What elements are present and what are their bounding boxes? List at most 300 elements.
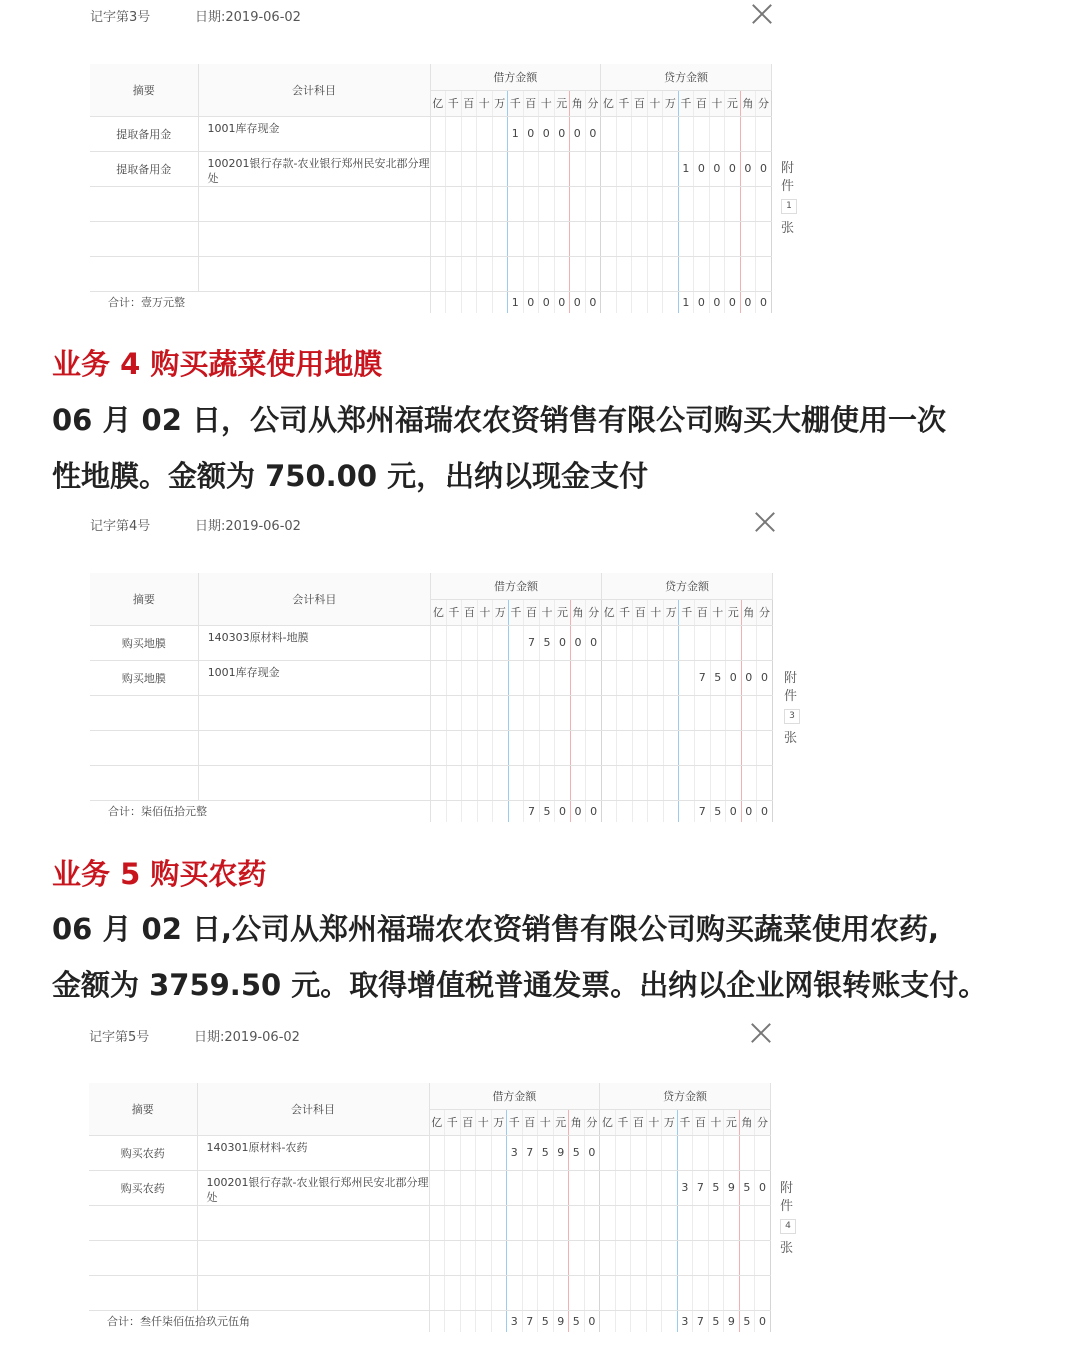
total-credit-digit	[648, 800, 664, 822]
credit-digit	[740, 256, 756, 291]
credit-digit	[646, 1240, 662, 1275]
attachment-count-box[interactable]: 3	[784, 709, 800, 724]
credit-digit	[695, 730, 711, 765]
debit-digit	[462, 730, 478, 765]
debit-digit	[493, 730, 509, 765]
attach-label: 张	[784, 731, 798, 746]
debit-digit	[476, 1240, 492, 1275]
debit-digit	[492, 116, 508, 151]
credit-digit	[601, 765, 617, 800]
debit-digit: 0	[570, 116, 586, 151]
debit-digit	[570, 151, 586, 186]
unit-label: 万	[663, 599, 679, 625]
entry-summary: 购买地膜	[90, 660, 198, 695]
total-debit-digit	[477, 291, 493, 313]
debit-digit	[446, 695, 462, 730]
unit-label: 百	[631, 1109, 647, 1135]
credit-digit	[741, 765, 757, 800]
voucher-date: 日期:2019-06-02	[195, 519, 301, 534]
credit-digit	[617, 730, 633, 765]
credit-digit: 0	[741, 660, 757, 695]
credit-digit	[679, 765, 695, 800]
debit-digit	[508, 625, 524, 660]
credit-digit	[726, 730, 742, 765]
table-row[interactable]	[90, 221, 771, 256]
debit-digit	[446, 256, 462, 291]
entry-account-text	[208, 187, 430, 191]
credit-digit	[615, 1170, 631, 1205]
attachment-count-box[interactable]: 1	[781, 199, 797, 214]
debit-digit	[507, 1240, 523, 1275]
total-debit-digit: 5	[569, 1310, 585, 1332]
credit-digit	[755, 1205, 771, 1240]
debit-digit	[570, 695, 586, 730]
debit-digit	[569, 1205, 585, 1240]
entry-summary	[89, 1205, 197, 1240]
column-header-credit: 贷方金额	[600, 1083, 771, 1109]
entry-account	[197, 1170, 429, 1205]
total-debit-digit: 5	[539, 800, 555, 822]
credit-digit	[616, 256, 632, 291]
unit-label: 百	[460, 1109, 476, 1135]
voucher-date: 日期:2019-06-02	[194, 1030, 300, 1045]
credit-digit	[679, 730, 695, 765]
unit-label: 十	[539, 599, 555, 625]
total-debit-digit: 1	[508, 291, 524, 313]
unit-label: 百	[462, 599, 478, 625]
credit-digit	[709, 256, 725, 291]
table-row[interactable]	[89, 1275, 770, 1310]
total-debit-digit: 7	[524, 800, 540, 822]
total-debit-digit	[477, 800, 493, 822]
credit-digit	[679, 660, 695, 695]
debit-digit	[570, 256, 586, 291]
credit-digit	[678, 186, 694, 221]
description-line: 金额为 3759.50 元。取得增值税普通发票。出纳以企业网银转账支付。	[52, 968, 988, 1002]
debit-digit	[539, 221, 555, 256]
debit-digit	[477, 116, 493, 151]
description-line: 06 月 02 日，公司从郑州福瑞农农资销售有限公司购买大棚使用一次	[52, 403, 947, 437]
credit-digit	[601, 151, 617, 186]
debit-digit	[429, 1205, 445, 1240]
total-credit-digit	[646, 1310, 662, 1332]
credit-digit	[695, 765, 711, 800]
total-debit-digit: 7	[522, 1310, 538, 1332]
total-prefix: 合计：	[108, 296, 141, 310]
debit-digit	[460, 1170, 476, 1205]
total-prefix: 合计：	[107, 1315, 140, 1329]
column-header-account: 会计科目	[197, 1083, 429, 1135]
close-icon[interactable]	[751, 3, 773, 25]
credit-digit	[725, 256, 741, 291]
table-row[interactable]	[89, 1205, 770, 1240]
credit-digit	[632, 765, 648, 800]
table-row[interactable]	[90, 660, 773, 695]
debit-digit	[477, 765, 493, 800]
unit-label: 百	[632, 599, 648, 625]
total-credit-digit: 7	[693, 1310, 709, 1332]
attach-label: 件	[780, 1199, 794, 1214]
debit-digit: 0	[586, 625, 602, 660]
debit-digit	[508, 695, 524, 730]
table-row[interactable]	[90, 151, 771, 186]
entry-account-text	[208, 766, 430, 770]
entry-account	[198, 730, 430, 765]
total-debit-digit: 0	[523, 291, 539, 313]
credit-digit	[708, 1275, 724, 1310]
credit-digit	[725, 116, 741, 151]
unit-label: 角	[740, 90, 756, 116]
entry-account	[197, 1205, 429, 1240]
total-amount-text: 柒佰伍拾元整	[141, 805, 207, 819]
debit-digit	[460, 1205, 476, 1240]
debit-digit: 0	[539, 116, 555, 151]
debit-digit	[429, 1275, 445, 1310]
credit-digit	[600, 1275, 616, 1310]
total-debit-digit: 0	[570, 800, 586, 822]
debit-digit	[524, 730, 540, 765]
credit-digit	[726, 695, 742, 730]
debit-digit	[446, 765, 462, 800]
table-row[interactable]	[89, 1170, 770, 1205]
credit-digit: 3	[677, 1170, 693, 1205]
unit-label: 十	[709, 90, 725, 116]
debit-digit	[508, 221, 524, 256]
credit-digit	[694, 256, 710, 291]
debit-digit	[524, 660, 540, 695]
unit-label: 百	[632, 90, 648, 116]
unit-label: 百	[695, 599, 711, 625]
credit-digit	[663, 151, 679, 186]
business-5-title: 业务 5 购买农药	[52, 857, 267, 891]
credit-digit	[677, 1275, 693, 1310]
credit-digit	[724, 1275, 740, 1310]
entry-account-text	[208, 257, 430, 261]
credit-digit	[601, 625, 617, 660]
debit-digit	[477, 660, 493, 695]
credit-digit	[647, 256, 663, 291]
credit-digit	[663, 695, 679, 730]
debit-digit	[430, 186, 446, 221]
unit-label: 百	[522, 1109, 538, 1135]
entry-account-text	[208, 696, 430, 700]
debit-digit	[493, 625, 509, 660]
entry-account-text: 1001库存现金	[207, 121, 280, 135]
credit-digit	[663, 186, 679, 221]
credit-digit	[677, 1135, 693, 1170]
column-header-summary: 摘要	[90, 64, 198, 116]
credit-digit	[648, 730, 664, 765]
total-credit-digit	[679, 800, 695, 822]
unit-label: 十	[708, 1109, 724, 1135]
table-row[interactable]	[89, 1135, 770, 1170]
total-debit-digit: 5	[538, 1310, 554, 1332]
debit-digit	[555, 730, 571, 765]
credit-digit	[663, 221, 679, 256]
unit-label: 百	[694, 90, 710, 116]
column-header-summary: 摘要	[89, 1083, 197, 1135]
credit-digit	[616, 221, 632, 256]
debit-digit	[430, 256, 446, 291]
unit-label: 万	[493, 599, 509, 625]
unit-label: 分	[586, 599, 602, 625]
debit-digit	[538, 1240, 554, 1275]
credit-digit	[631, 1135, 647, 1170]
entry-account	[198, 151, 430, 186]
unit-label: 分	[584, 1109, 600, 1135]
credit-digit	[646, 1135, 662, 1170]
debit-digit	[539, 660, 555, 695]
credit-digit	[693, 1135, 709, 1170]
credit-digit	[755, 1135, 771, 1170]
credit-digit	[663, 256, 679, 291]
credit-digit	[617, 695, 633, 730]
debit-digit	[431, 660, 447, 695]
credit-digit	[724, 1205, 740, 1240]
unit-label: 千	[446, 599, 462, 625]
close-icon[interactable]	[750, 1022, 772, 1044]
credit-digit	[615, 1205, 631, 1240]
credit-digit	[632, 695, 648, 730]
debit-digit	[584, 1275, 600, 1310]
table-row[interactable]	[90, 765, 773, 800]
credit-digit	[617, 660, 633, 695]
debit-digit	[553, 1240, 569, 1275]
debit-digit	[431, 765, 447, 800]
credit-digit	[662, 1275, 678, 1310]
debit-digit	[460, 1240, 476, 1275]
debit-digit	[492, 186, 508, 221]
debit-digit	[491, 1240, 507, 1275]
unit-label: 千	[446, 90, 462, 116]
entry-summary: 购买地膜	[90, 625, 198, 660]
total-amount-text: 壹万元整	[141, 296, 185, 310]
attach-label: 件	[781, 179, 795, 194]
total-credit-digit: 1	[678, 291, 694, 313]
credit-digit	[724, 1135, 740, 1170]
close-icon[interactable]	[754, 511, 776, 533]
entry-summary	[90, 695, 198, 730]
credit-digit: 0	[756, 151, 772, 186]
unit-label: 角	[570, 90, 586, 116]
attachment-count-box[interactable]: 4	[780, 1219, 796, 1234]
description-line: 06 月 02 日,公司从郑州福瑞农农资销售有限公司购买蔬菜使用农药,	[52, 912, 940, 946]
credit-digit	[617, 765, 633, 800]
debit-digit: 0	[584, 1135, 600, 1170]
debit-digit: 0	[555, 625, 571, 660]
entry-summary	[90, 765, 198, 800]
credit-digit	[632, 221, 648, 256]
credit-digit	[741, 625, 757, 660]
unit-label: 千	[679, 599, 695, 625]
unit-label: 十	[646, 1109, 662, 1135]
credit-digit	[741, 695, 757, 730]
total-prefix: 合计：	[108, 805, 141, 819]
entry-summary	[89, 1275, 197, 1310]
unit-label: 元	[553, 1109, 569, 1135]
debit-digit	[522, 1275, 538, 1310]
total-credit-digit: 7	[695, 800, 711, 822]
credit-digit	[600, 1170, 616, 1205]
debit-digit	[476, 1135, 492, 1170]
debit-digit	[508, 186, 524, 221]
total-credit-digit	[631, 1310, 647, 1332]
credit-digit	[616, 116, 632, 151]
table-row[interactable]	[89, 1240, 770, 1275]
table-row[interactable]	[90, 730, 773, 765]
debit-digit	[522, 1205, 538, 1240]
total-debit-digit	[461, 291, 477, 313]
attach-label: 件	[784, 689, 798, 704]
debit-digit	[461, 221, 477, 256]
debit-digit	[569, 1240, 585, 1275]
voucher-number: 记字第5号	[89, 1030, 150, 1045]
unit-label: 元	[555, 599, 571, 625]
table-row[interactable]	[90, 116, 771, 151]
entry-account	[198, 116, 430, 151]
unit-label: 百	[461, 90, 477, 116]
total-credit-digit	[616, 291, 632, 313]
unit-label: 万	[491, 1109, 507, 1135]
total-credit-digit: 9	[724, 1310, 740, 1332]
total-debit-digit: 9	[553, 1310, 569, 1332]
credit-digit	[632, 660, 648, 695]
table-row[interactable]	[90, 186, 771, 221]
unit-label: 千	[445, 1109, 461, 1135]
business-4-title: 业务 4 购买蔬菜使用地膜	[52, 347, 383, 381]
total-credit-digit: 0	[709, 291, 725, 313]
entry-summary: 提取备用金	[90, 151, 198, 186]
entry-account	[197, 1240, 429, 1275]
debit-digit	[555, 765, 571, 800]
total-credit-digit	[615, 1310, 631, 1332]
debit-digit	[491, 1170, 507, 1205]
total-debit-digit: 0	[585, 291, 601, 313]
total-credit-digit: 0	[755, 1310, 771, 1332]
total-debit-digit	[429, 1310, 445, 1332]
credit-digit	[755, 1275, 771, 1310]
entry-summary	[90, 730, 198, 765]
debit-digit	[570, 730, 586, 765]
total-credit-digit	[617, 800, 633, 822]
total-credit-digit	[632, 291, 648, 313]
column-header-debit: 借方金额	[431, 573, 602, 599]
credit-digit: 0	[725, 151, 741, 186]
debit-digit	[586, 695, 602, 730]
debit-digit	[538, 1170, 554, 1205]
column-header-debit: 借方金额	[430, 64, 601, 90]
debit-digit	[461, 116, 477, 151]
debit-digit	[508, 730, 524, 765]
credit-digit	[662, 1240, 678, 1275]
total-credit-digit	[600, 1310, 616, 1332]
credit-digit	[710, 625, 726, 660]
entry-account	[198, 660, 430, 695]
total-credit-digit: 5	[708, 1310, 724, 1332]
debit-digit	[446, 625, 462, 660]
credit-digit	[756, 221, 772, 256]
unit-label: 分	[756, 90, 772, 116]
debit-digit	[585, 151, 601, 186]
debit-digit	[524, 695, 540, 730]
credit-digit: 7	[695, 660, 711, 695]
debit-digit	[445, 1275, 461, 1310]
voucher-number: 记字第4号	[90, 519, 151, 534]
total-label	[90, 291, 430, 313]
unit-label: 十	[477, 90, 493, 116]
credit-digit	[740, 221, 756, 256]
credit-digit	[678, 256, 694, 291]
unit-label: 角	[570, 599, 586, 625]
debit-digit	[508, 151, 524, 186]
total-label	[90, 800, 431, 822]
total-credit-digit	[601, 800, 617, 822]
attach-label: 张	[781, 221, 795, 236]
credit-digit	[647, 221, 663, 256]
credit-digit	[663, 660, 679, 695]
credit-digit	[663, 116, 679, 151]
debit-digit	[584, 1205, 600, 1240]
business-4-description	[52, 392, 946, 504]
debit-digit	[507, 1275, 523, 1310]
credit-digit	[756, 256, 772, 291]
debit-digit	[430, 221, 446, 256]
total-debit-digit: 0	[554, 291, 570, 313]
credit-digit	[615, 1275, 631, 1310]
debit-digit	[431, 730, 447, 765]
credit-digit	[647, 186, 663, 221]
debit-digit	[570, 221, 586, 256]
unit-label: 亿	[601, 90, 617, 116]
entry-account-text	[208, 222, 430, 226]
entry-account-text: 140303原材料-地膜	[207, 630, 309, 644]
table-row[interactable]	[90, 625, 773, 660]
unit-label: 分	[757, 599, 773, 625]
total-debit-digit	[446, 291, 462, 313]
column-header-account: 会计科目	[198, 573, 430, 625]
voucher-date: 日期:2019-06-02	[195, 10, 301, 25]
credit-digit: 5	[710, 660, 726, 695]
column-header-account: 会计科目	[198, 64, 430, 116]
unit-label: 百	[693, 1109, 709, 1135]
unit-label: 千	[677, 1109, 693, 1135]
credit-digit	[709, 221, 725, 256]
credit-digit	[663, 625, 679, 660]
credit-digit	[757, 625, 773, 660]
table-row[interactable]	[90, 256, 771, 291]
debit-digit	[555, 660, 571, 695]
debit-digit	[460, 1275, 476, 1310]
total-debit-digit	[508, 800, 524, 822]
unit-label: 千	[508, 90, 524, 116]
debit-digit	[523, 221, 539, 256]
table-row[interactable]	[90, 695, 773, 730]
debit-digit: 0	[554, 116, 570, 151]
debit-digit	[539, 186, 555, 221]
total-debit-digit: 0	[586, 800, 602, 822]
credit-digit	[678, 116, 694, 151]
entry-account	[198, 625, 430, 660]
credit-digit	[755, 1240, 771, 1275]
debit-digit	[523, 256, 539, 291]
total-debit-digit	[446, 800, 462, 822]
entry-summary	[89, 1240, 197, 1275]
debit-digit	[570, 765, 586, 800]
debit-digit	[429, 1170, 445, 1205]
debit-digit	[431, 695, 447, 730]
credit-digit	[677, 1205, 693, 1240]
debit-digit: 7	[524, 625, 540, 660]
